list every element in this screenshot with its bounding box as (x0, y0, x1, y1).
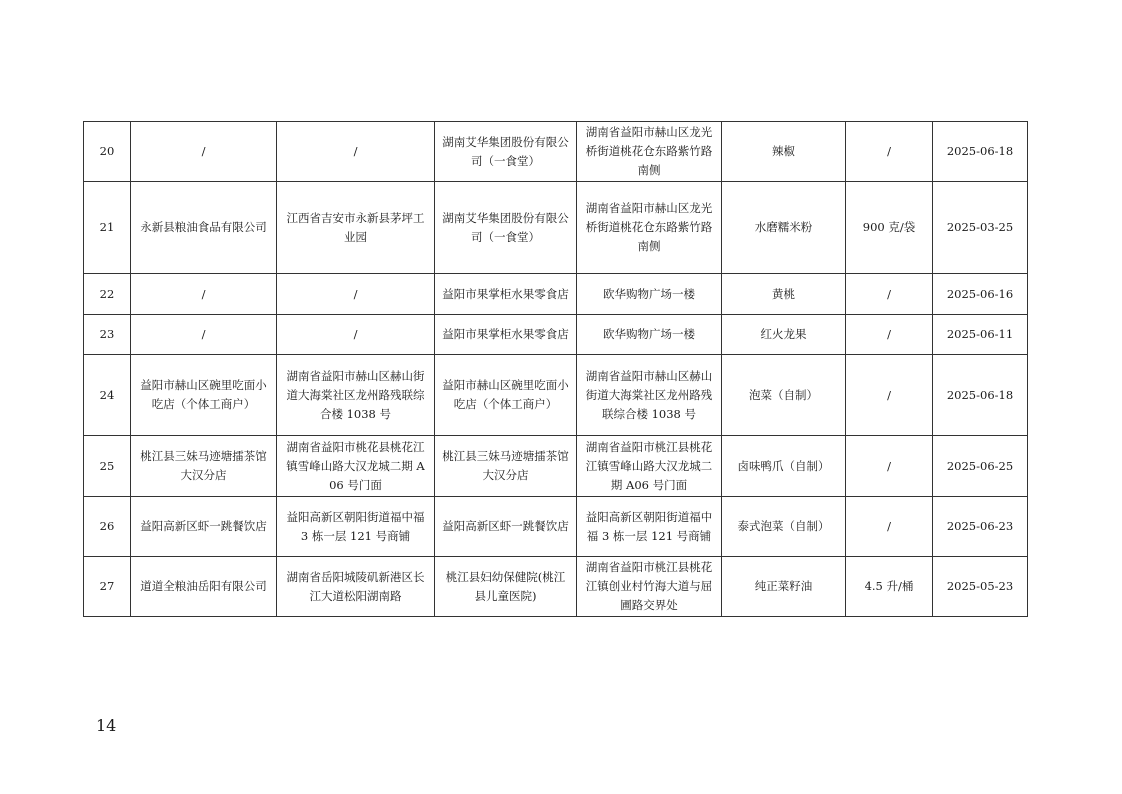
cell-sampled-address: 湖南省益阳市赫山区赫山街道大海棠社区龙州路残联综合楼 1038 号 (577, 355, 722, 436)
cell-producer-name: / (131, 315, 277, 355)
table-row (84, 497, 1028, 557)
cell-seq-no: 21 (84, 182, 131, 274)
cell-product-name: 水磨糯米粉 (722, 182, 846, 274)
cell-specification: / (846, 122, 933, 182)
cell-producer-name: 永新县粮油食品有限公司 (131, 182, 277, 274)
table-row (84, 274, 1028, 315)
cell-product-name: 黄桃 (722, 274, 846, 315)
cell-producer-address: / (277, 122, 435, 182)
cell-seq-no: 27 (84, 557, 131, 617)
cell-product-name: 泡菜（自制） (722, 355, 846, 436)
cell-specification: / (846, 355, 933, 436)
table-row (84, 315, 1028, 355)
cell-specification: / (846, 315, 933, 355)
cell-producer-address: / (277, 315, 435, 355)
cell-sampled-address: 欧华购物广场一楼 (577, 315, 722, 355)
cell-sampled-address: 湖南省益阳市赫山区龙光桥街道桃花仓东路紫竹路南侧 (577, 122, 722, 182)
cell-seq-no: 24 (84, 355, 131, 436)
cell-producer-address: 益阳高新区朝阳街道福中福 3 栋一层 121 号商铺 (277, 497, 435, 557)
cell-producer-name: 益阳市赫山区碗里吃面小吃店（个体工商户） (131, 355, 277, 436)
cell-seq-no: 26 (84, 497, 131, 557)
cell-sampled-unit: 益阳高新区虾一跳餐饮店 (435, 497, 577, 557)
table-row (84, 557, 1028, 617)
table-row (84, 182, 1028, 274)
cell-producer-name: / (131, 274, 277, 315)
cell-seq-no: 23 (84, 315, 131, 355)
cell-sampled-unit: 湖南艾华集团股份有限公司（一食堂） (435, 182, 577, 274)
cell-sampled-address: 欧华购物广场一楼 (577, 274, 722, 315)
cell-product-name: 卤味鸭爪（自制） (722, 436, 846, 497)
cell-specification: / (846, 274, 933, 315)
sampling-results-table-container (83, 121, 1027, 617)
cell-producer-name: 桃江县三妹马迹塘擂茶馆大汉分店 (131, 436, 277, 497)
table-row (84, 122, 1028, 182)
cell-sampled-unit: 湖南艾华集团股份有限公司（一食堂） (435, 122, 577, 182)
sampling-results-table (83, 121, 1028, 617)
cell-product-name: 辣椒 (722, 122, 846, 182)
cell-producer-name: 道道全粮油岳阳有限公司 (131, 557, 277, 617)
cell-sampled-address: 湖南省益阳市桃江县桃花江镇雪峰山路大汉龙城二期 A06 号门面 (577, 436, 722, 497)
cell-seq-no: 20 (84, 122, 131, 182)
cell-producer-address: / (277, 274, 435, 315)
cell-producer-address: 湖南省益阳市桃花县桃花江镇雪峰山路大汉龙城二期 A06 号门面 (277, 436, 435, 497)
cell-producer-address: 湖南省岳阳城陵矶新港区长江大道松阳湖南路 (277, 557, 435, 617)
cell-product-name: 泰式泡菜（自制） (722, 497, 846, 557)
cell-production-date: 2025-06-23 (933, 497, 1028, 557)
cell-sampled-unit: 桃江县三妹马迹塘擂茶馆大汉分店 (435, 436, 577, 497)
cell-product-name: 红火龙果 (722, 315, 846, 355)
cell-production-date: 2025-06-11 (933, 315, 1028, 355)
cell-production-date: 2025-06-18 (933, 355, 1028, 436)
cell-producer-name: / (131, 122, 277, 182)
cell-sampled-address: 益阳高新区朝阳街道福中福 3 栋一层 121 号商铺 (577, 497, 722, 557)
cell-producer-address: 湖南省益阳市赫山区赫山街道大海棠社区龙州路残联综合楼 1038 号 (277, 355, 435, 436)
cell-sampled-address: 湖南省益阳市赫山区龙光桥街道桃花仓东路紫竹路南侧 (577, 182, 722, 274)
cell-production-date: 2025-06-25 (933, 436, 1028, 497)
cell-producer-name: 益阳高新区虾一跳餐饮店 (131, 497, 277, 557)
cell-sampled-unit: 益阳市果掌柜水果零食店 (435, 315, 577, 355)
cell-producer-address: 江西省吉安市永新县茅坪工业园 (277, 182, 435, 274)
cell-specification: 4.5 升/桶 (846, 557, 933, 617)
table-row (84, 355, 1028, 436)
cell-product-name: 纯正菜籽油 (722, 557, 846, 617)
cell-sampled-unit: 益阳市赫山区碗里吃面小吃店（个体工商户） (435, 355, 577, 436)
cell-specification: / (846, 497, 933, 557)
cell-seq-no: 25 (84, 436, 131, 497)
cell-specification: / (846, 436, 933, 497)
cell-seq-no: 22 (84, 274, 131, 315)
cell-specification: 900 克/袋 (846, 182, 933, 274)
cell-sampled-unit: 桃江县妇幼保健院(桃江县儿童医院) (435, 557, 577, 617)
cell-production-date: 2025-05-23 (933, 557, 1028, 617)
cell-production-date: 2025-06-18 (933, 122, 1028, 182)
cell-production-date: 2025-03-25 (933, 182, 1028, 274)
cell-production-date: 2025-06-16 (933, 274, 1028, 315)
page-number: 14 (96, 716, 117, 735)
table-row (84, 436, 1028, 497)
cell-sampled-address: 湖南省益阳市桃江县桃花江镇创业村竹海大道与屈圃路交界处 (577, 557, 722, 617)
cell-sampled-unit: 益阳市果掌柜水果零食店 (435, 274, 577, 315)
